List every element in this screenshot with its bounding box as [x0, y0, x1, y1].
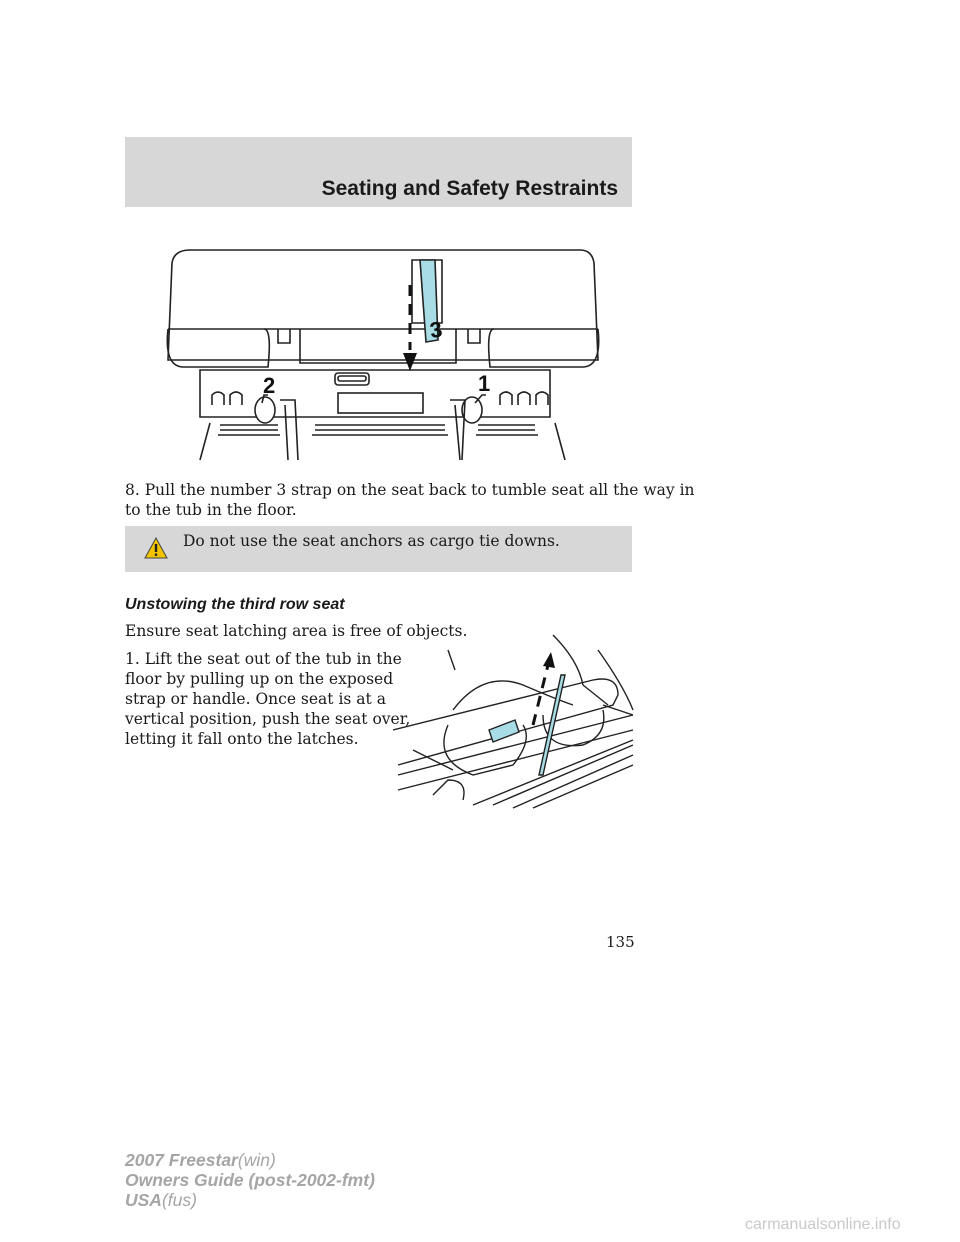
seat-tub-illustration — [393, 630, 635, 810]
document-footer — [125, 1150, 375, 1210]
seat-back-illustration — [160, 245, 605, 460]
header-band — [125, 137, 632, 207]
callout-2: 2 — [263, 373, 276, 398]
footer-market-code: (fus) — [161, 1190, 197, 1210]
callout-3: 3 — [428, 316, 444, 343]
footer-model-code: (win) — [237, 1150, 276, 1170]
section-title: Seating and Safety Restraints — [321, 177, 618, 200]
step-1-line-1: 1. Lift the seat out of the tub in the — [125, 650, 402, 668]
step-8-line-1: 8. Pull the number 3 strap on the seat back to tumble seat all the way in — [125, 481, 695, 499]
callout-1: 1 — [478, 371, 491, 396]
warning-triangle-icon — [144, 537, 168, 563]
step-8-line-2: to the tub in the floor. — [125, 501, 297, 519]
step-1-line-4: vertical position, push the seat over, — [125, 710, 411, 728]
section-heading: Unstowing the third row seat — [125, 596, 345, 613]
warning-box — [125, 526, 632, 572]
footer-guide: Owners Guide (post-2002-fmt) — [125, 1170, 375, 1190]
footer-market: USA — [125, 1190, 162, 1210]
page-number: 135 — [606, 933, 635, 951]
step-1-line-2: floor by pulling up on the exposed — [125, 670, 394, 688]
footer-model: 2007 Freestar — [125, 1150, 238, 1170]
step-1-line-3: strap or handle. Once seat is at a — [125, 690, 386, 708]
watermark-text: carmanualsonline.info — [745, 1216, 901, 1233]
intro-text: Ensure seat latching area is free of objects. — [125, 622, 468, 640]
warning-text: Do not use the seat anchors as cargo tie downs. — [183, 532, 560, 550]
step-1-line-5: letting it fall onto the latches. — [125, 730, 359, 748]
